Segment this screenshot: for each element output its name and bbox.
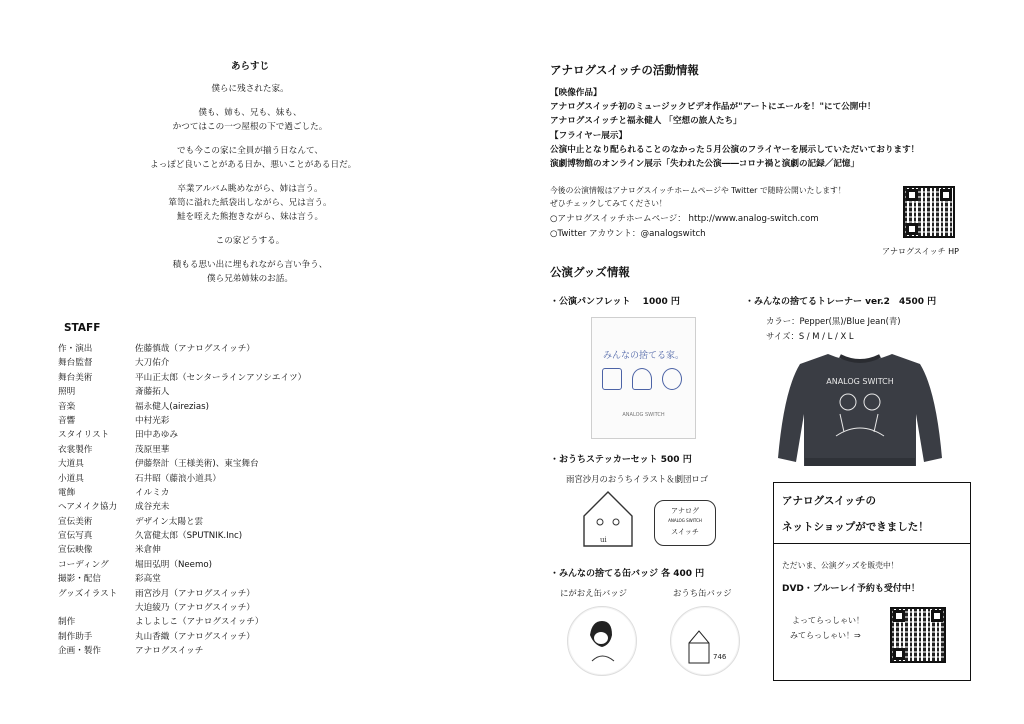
badge-right-caption: おうち缶バッジ — [673, 588, 732, 598]
synopsis-line: よっぽど良いことがある日か、悪いことがある日だ。 — [150, 160, 357, 170]
staff-row — [58, 515, 358, 529]
staff-name: 丸山香織（アナログスイッチ） — [135, 631, 255, 642]
staff-name: 福永健人(airezias) — [135, 401, 210, 412]
staff-row — [58, 587, 358, 601]
house-sticker — [580, 488, 636, 550]
links-list — [550, 212, 819, 242]
synopsis-section — [150, 60, 357, 286]
activity-line: アナログスイッチと福永健人 「空想の旅人たち」 — [550, 116, 742, 127]
staff-role: 舞台監督 — [58, 358, 93, 369]
sweatshirt-print: ANALOG SWITCH — [826, 377, 894, 386]
notice-line: ぜひチェックしてみてください！ — [550, 199, 667, 208]
synopsis-line: 鮭を咥えた熊抱きながら、妹は言う。 — [176, 212, 324, 222]
staff-name: 平山正太郎（センターラインアソシエイツ） — [135, 372, 307, 383]
staff-row — [58, 558, 358, 572]
staff-row — [58, 500, 358, 514]
synopsis-line: 僕も、姉も、兄も、妹も、 — [198, 108, 302, 118]
shop-line4: DVD・ブルーレイ予約も受付中！ — [782, 584, 920, 594]
shop-line6: みてらっしゃい！⇒ — [790, 631, 861, 640]
bowl-icon — [662, 368, 682, 390]
staff-row — [58, 543, 358, 557]
homepage-qr-code[interactable] — [903, 186, 955, 238]
badge-label: ・みんなの捨てる缶バッジ 各 400 円 — [550, 569, 705, 579]
notice-line: 今後の公演情報はアナログスイッチホームページや Twitter で随時公開いたします！ — [550, 186, 846, 195]
staff-role: 作・演出 — [58, 344, 93, 354]
synopsis-line: かつてはこの一つ屋根の下で過ごした。 — [172, 122, 328, 132]
staff-name: 田中あゆみ — [135, 430, 178, 441]
staff-row — [58, 400, 358, 414]
staff-row — [58, 630, 358, 644]
staff-role: 小道具 — [58, 473, 84, 484]
staff-role — [58, 601, 135, 615]
staff-name: 大刀佑介 — [135, 358, 170, 369]
staff-row — [58, 371, 358, 385]
staff-role: グッズイラスト — [58, 588, 118, 599]
shop-line2: ネットショップができました！ — [782, 521, 929, 533]
staff-name: 石井昭（藤浪小道具） — [135, 473, 221, 484]
net-shop-box[interactable] — [773, 482, 971, 681]
staff-row — [58, 572, 358, 586]
cup-icon — [632, 368, 652, 390]
activity-info — [550, 86, 919, 171]
staff-role: 照明 — [58, 387, 76, 398]
sweatshirt-image — [770, 350, 950, 470]
staff-name: 久富健太郎（SPUTNIK.Inc) — [135, 531, 243, 542]
staff-row — [58, 342, 358, 356]
staff-role: コーディング — [58, 559, 109, 570]
activity-title: アナログスイッチの活動情報 — [550, 63, 699, 77]
staff-row — [58, 644, 358, 658]
staff-name: デザイン太陽と雲 — [135, 516, 204, 527]
staff-role: 舞台美術 — [58, 372, 93, 383]
activity-line: 公演中止となり配られることのなかった５月公演のフライヤーを展示していただいております！ — [550, 144, 920, 155]
staff-role: 宣伝写真 — [58, 531, 93, 542]
building-icon — [602, 368, 622, 390]
staff-name: 雨宮沙月（アナログスイッチ） — [135, 588, 255, 599]
staff-role: 制作 — [58, 617, 76, 628]
staff-row — [58, 615, 358, 629]
sweatshirt-body — [778, 354, 942, 466]
staff-row — [58, 385, 358, 399]
synopsis-line: 卒業アルバム眺めながら、姉は言う。 — [177, 184, 323, 194]
pamphlet-cover-footer: ANALOG SWITCH — [622, 412, 665, 418]
trainer-color: カラー：Pepper(黒)/Blue Jean(青) — [766, 316, 901, 326]
staff-name: 茂原里華 — [135, 444, 170, 455]
staff-name: イルミカ — [135, 487, 170, 498]
homepage-link[interactable]: ○アナログスイッチホームページ： http://www.analog-switch.com — [550, 214, 819, 224]
staff-role: 音響 — [58, 415, 76, 426]
shop-line1: アナログスイッチの — [782, 495, 876, 507]
staff-row — [58, 443, 358, 457]
staff-name: 佐藤慎哉（アナログスイッチ） — [135, 344, 255, 354]
activity-line: 【フライヤー展示】 — [550, 130, 628, 141]
trainer-label: ・みんなの捨てるトレーナー ver.2 4500 円 — [745, 297, 937, 307]
staff-role: 宣伝映像 — [58, 545, 93, 556]
staff-role: 制作助手 — [58, 631, 93, 642]
staff-role: 企画・製作 — [58, 646, 101, 657]
notice-text — [550, 184, 846, 210]
staff-name: アナログスイッチ — [135, 646, 204, 657]
staff-row — [58, 414, 358, 428]
staff-name: 米倉伸 — [135, 545, 161, 556]
staff-role: 音楽 — [58, 401, 76, 412]
house-badge-text: 746 — [713, 653, 727, 661]
badge-left-caption: にがおえ缶バッジ — [560, 588, 627, 598]
staff-role: 衣裳製作 — [58, 444, 93, 455]
staff-name: 堀田弘明（Neemo) — [135, 559, 212, 570]
synopsis-line: 積もる思い出に埋もれながら言い争う、 — [172, 260, 328, 270]
activity-line: 演劇博物館のオンライン展示「失われた公演――コロナ禍と演劇の記録／記憶」 — [550, 159, 860, 170]
staff-title: STAFF — [64, 322, 101, 334]
staff-name: よしよしこ（アナログスイッチ） — [135, 617, 264, 628]
staff-list — [58, 342, 358, 659]
house-badge — [670, 606, 740, 676]
house-badge-drawing — [671, 607, 739, 675]
staff-name: 大迫綾乃（アナログスイッチ） — [135, 603, 255, 614]
synopsis-line: 僕ら兄弟姉妹のお話。 — [207, 274, 293, 284]
staff-row — [58, 356, 358, 370]
staff-row — [58, 529, 358, 543]
staff-name: 成谷充未 — [135, 502, 170, 513]
goods-title: 公演グッズ情報 — [550, 265, 630, 279]
staff-name: 中村光彩 — [135, 415, 170, 426]
staff-row — [58, 601, 358, 615]
pamphlet-label: ・公演パンフレット 1000 円 — [550, 297, 680, 307]
staff-row — [58, 457, 358, 471]
activity-line: アナログスイッチ初のミュージックビデオ作品が"アートにエールを！"にて公開中！ — [550, 102, 876, 113]
shop-qr-code[interactable] — [890, 607, 946, 663]
staff-role: 宣伝美術 — [58, 516, 93, 527]
portrait-badge — [567, 606, 637, 676]
staff-row — [58, 428, 358, 442]
staff-role: ヘアメイク協力 — [58, 502, 118, 513]
pamphlet-cover-title: みんなの捨てる家。 — [602, 351, 684, 361]
staff-row — [58, 472, 358, 486]
staff-role: 電飾 — [58, 487, 76, 498]
sticker-desc: 雨宮沙月のおうちイラスト＆劇団ロゴ — [566, 474, 709, 484]
logo-sticker-text: アナログ — [671, 507, 699, 515]
trainer-size: サイズ：S / M / L / X L — [766, 331, 854, 341]
synopsis-title: あらすじ — [230, 61, 269, 72]
shop-line5: よってらっしゃい！ — [792, 616, 864, 625]
synopsis-line: でも今この家に全員が揃う日なんて、 — [177, 146, 323, 156]
shop-header — [774, 483, 970, 544]
logo-sticker-bottom: スイッチ — [671, 528, 699, 536]
logo-sticker-sub: ANALOG SWITCH — [668, 518, 702, 523]
staff-name: 伊藤祭計（王様美術)、東宝舞台 — [135, 459, 259, 470]
sticker-label: ・おうちステッカーセット 500 円 — [550, 455, 692, 465]
staff-role: 大道具 — [58, 459, 84, 470]
staff-row — [58, 486, 358, 500]
house-sticker-sign: ui — [600, 536, 607, 544]
qr-caption: アナログスイッチ HP — [882, 247, 959, 256]
portrait-drawing — [568, 607, 636, 675]
pamphlet-image — [591, 317, 696, 439]
twitter-link[interactable]: ○Twitter アカウント：@analogswitch — [550, 229, 706, 239]
synopsis-line: この家どうする。 — [215, 236, 285, 246]
staff-role: スタイリスト — [58, 430, 110, 441]
activity-line: 【映像作品】 — [550, 88, 602, 98]
staff-name: 斎藤拓人 — [135, 387, 170, 398]
logo-sticker — [654, 500, 716, 546]
staff-role: 撮影・配信 — [58, 574, 101, 585]
synopsis-line: 僕らに残された家。 — [211, 84, 289, 94]
synopsis-line: 箪笥に溢れた紙袋出しながら、兄は言う。 — [168, 198, 332, 208]
shop-line3: ただいま、公演グッズを販売中！ — [782, 561, 899, 570]
staff-name: 彩高堂 — [135, 574, 161, 585]
